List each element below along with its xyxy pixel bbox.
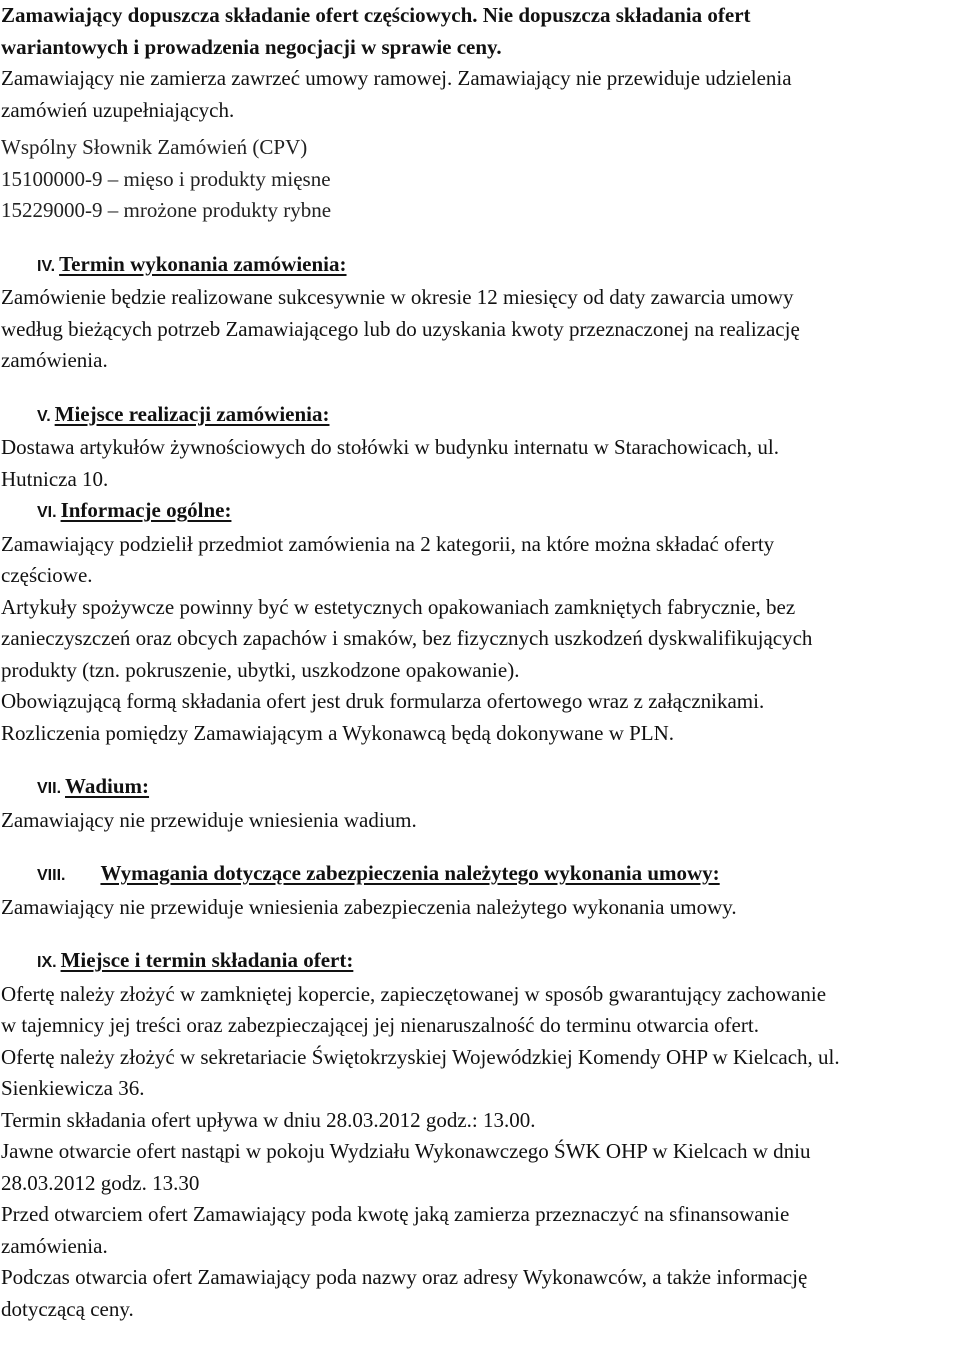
- section-title: Miejsce i termin składania ofert:: [60, 948, 354, 972]
- section-line: Zamawiający podzielił przedmiot zamówienia na 2 kategorii, na które można składać oferty: [1, 531, 775, 556]
- section-line: zamówienia.: [1, 348, 108, 372]
- section-line: dotyczącą ceny.: [1, 1296, 134, 1321]
- section-title: Miejsce realizacji zamówienia:: [54, 401, 330, 426]
- section-ix: [1, 945, 958, 1325]
- section-viii: [1, 858, 958, 923]
- section-line: zanieczyszczeń oraz obcych zapachów i smaków, bez fizycznych uszkodzeń dyskwalifikujących: [1, 626, 813, 650]
- intro-block: [1, 0, 958, 126]
- cpv-title: Wspólny Słownik Zamówień (CPV): [1, 135, 308, 159]
- section-v: [1, 399, 958, 496]
- section-line: zamówienia.: [1, 1233, 108, 1258]
- section-title: Termin wykonania zamówienia:: [59, 251, 347, 276]
- intro-bold-line: wariantowych i prowadzenia negocjacji w sprawie ceny.: [1, 34, 502, 59]
- section-title: Wymagania dotyczące zabezpieczenia należytego wykonania umowy:: [100, 861, 720, 885]
- section-line: Zamawiający nie przewiduje wniesienia zabezpieczenia należytego wykonania umowy.: [1, 894, 737, 919]
- section-number: VII.: [37, 780, 62, 797]
- section-line: Rozliczenia pomiędzy Zamawiającym a Wykonawcą będą dokonywane w PLN.: [1, 720, 675, 745]
- section-line: Przed otwarciem ofert Zamawiający poda kwotę jaką zamierza przeznaczyć na sfinansowanie: [1, 1202, 790, 1226]
- section-line: Termin składania ofert upływa w dniu 28.03.2012 godz.: 13.00.: [1, 1107, 536, 1132]
- section-line: w tajemnicy jej treści oraz zabezpieczającej jej nienaruszalność do terminu otwarcia ofert.: [1, 1013, 759, 1037]
- section-line: Zamawiający nie przewiduje wniesienia wadium.: [1, 807, 417, 832]
- section-line: Ofertę należy złożyć w zamkniętej kopercie, zapieczętowanej w sposób gwarantujący zachowanie: [1, 981, 827, 1006]
- section-heading: [1, 771, 958, 805]
- section-number: IX.: [37, 954, 57, 971]
- section-line: Podczas otwarcia ofert Zamawiający poda nazwy oraz adresy Wykonawców, a także informację: [1, 1265, 808, 1289]
- cpv-code: 15100000-9 – mięso i produkty mięsne: [1, 166, 331, 191]
- section-line: Ofertę należy złożyć w sekretariacie Świętokrzyskiej Wojewódzkiej Komendy OHP w Kielcach, ul.: [1, 1044, 840, 1069]
- section-heading: [1, 858, 958, 892]
- cpv-block: [1, 132, 958, 227]
- section-heading: [1, 249, 958, 283]
- intro-bold-line: Zamawiający dopuszcza składanie ofert częściowych. Nie dopuszcza składania ofert: [1, 3, 751, 27]
- section-vii: [1, 771, 958, 836]
- section-vi: [1, 495, 958, 749]
- section-number: VI.: [37, 504, 57, 521]
- section-line: Obowiązującą formą składania ofert jest druk formularza ofertowego wraz z załącznikami.: [1, 689, 765, 713]
- section-line: Hutnicza 10.: [1, 466, 109, 491]
- section-line: częściowe.: [1, 563, 93, 587]
- cpv-code: 15229000-9 – mrożone produkty rybne: [1, 198, 332, 222]
- section-number: IV.: [37, 257, 56, 275]
- intro-line: zamówień uzupełniających.: [1, 97, 235, 122]
- section-title: Wadium:: [65, 774, 150, 798]
- section-number: VIII.: [37, 867, 66, 884]
- section-line: Zamówienie będzie realizowane sukcesywnie w okresie 12 miesięcy od daty zawarcia umowy: [1, 285, 794, 309]
- section-line: Jawne otwarcie ofert nastąpi w pokoju Wydziału Wykonawczego ŚWK OHP w Kielcach w dniu: [1, 1139, 811, 1163]
- section-heading: [1, 945, 958, 979]
- section-title: Informacje ogólne:: [60, 498, 232, 522]
- section-line: Artykuły spożywcze powinny być w estetycznych opakowaniach zamkniętych fabrycznie, bez: [1, 594, 796, 619]
- section-heading: [1, 495, 958, 529]
- section-line: Sienkiewicza 36.: [1, 1076, 145, 1100]
- intro-line: Zamawiający nie zamierza zawrzeć umowy ramowej. Zamawiający nie przewiduje udzielenia: [1, 66, 792, 90]
- section-line: Dostawa artykułów żywnościowych do stołówki w budynku internatu w Starachowicach, ul.: [1, 435, 780, 459]
- section-line: 28.03.2012 godz. 13.30: [1, 1170, 200, 1195]
- section-line: według bieżących potrzeb Zamawiającego lub do uzyskania kwoty przeznaczonej na realizację: [1, 316, 800, 341]
- section-line: produkty (tzn. pokruszenie, ubytki, uszkodzone opakowanie).: [1, 657, 520, 682]
- section-number: V.: [37, 407, 51, 425]
- section-iv: [1, 249, 958, 377]
- section-heading: [1, 399, 958, 433]
